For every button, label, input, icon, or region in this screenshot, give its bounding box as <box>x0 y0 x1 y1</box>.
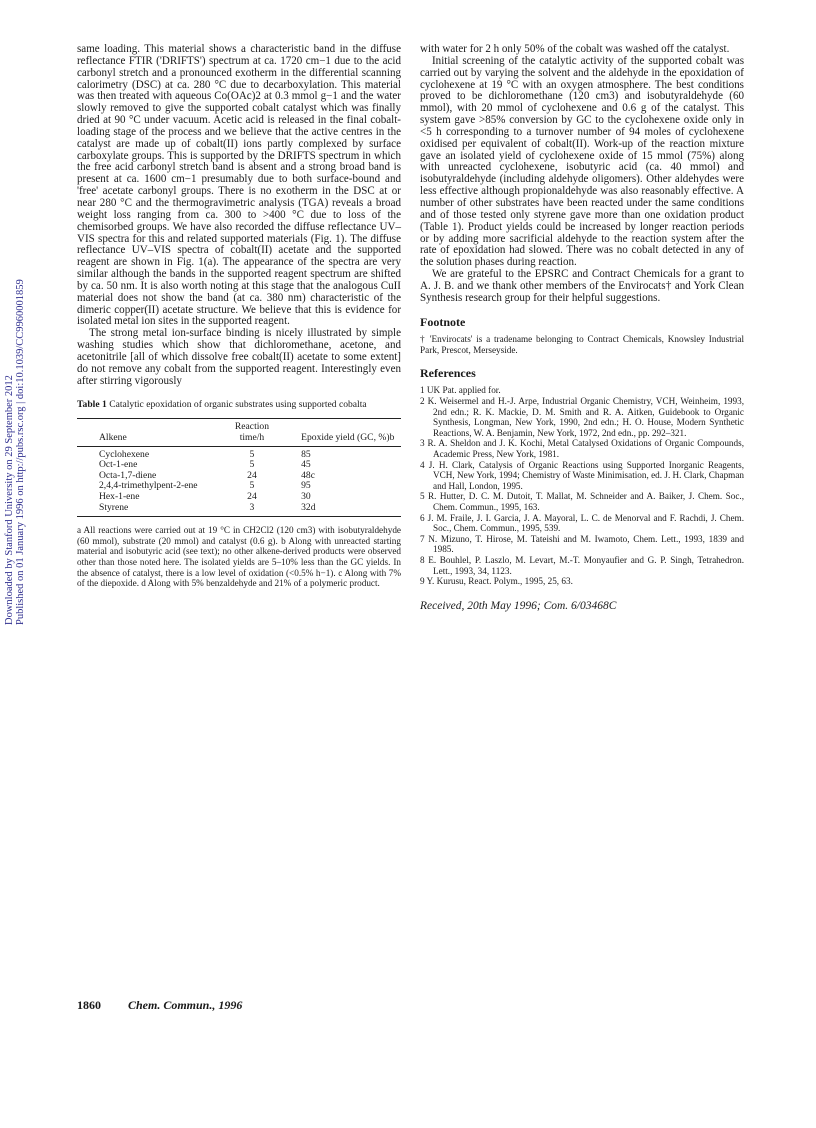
yield-cell: 30 <box>301 491 311 503</box>
column-header-time: Reaction time/h <box>234 421 269 444</box>
downloaded-notice: Downloaded by Stanford University on 29 September 2012 <box>4 375 15 625</box>
column-header-yield: Epoxide yield (GC, %)b <box>301 432 395 444</box>
download-stamp <box>0 0 24 1128</box>
table-row <box>77 503 401 517</box>
table-row <box>77 446 401 460</box>
reference-item: 1 UK Pat. applied for. <box>420 385 501 396</box>
right-column <box>420 44 744 613</box>
table-caption <box>77 399 401 410</box>
footnote-text: † 'Envirocats' is a tradename belonging to Contract Chemicals, Knowsley Industrial Park, Prescot, Merseyside. <box>420 334 744 355</box>
time-cell: 3 <box>223 503 281 517</box>
time-cell: 24 <box>247 469 257 481</box>
yield-cell: 32d <box>281 503 401 517</box>
table-label: Table 1 <box>77 399 107 411</box>
body-paragraph: The strong metal ion-surface binding is nicely illustrated by simple washing studies which show that dichloromethane, acetone, and acetonitrile [all of which dissolve free cobalt(II) acetate to some extent] do not remove any cobalt from the supported reagent. Interestingly even after stirring vigorously <box>77 327 401 387</box>
alkene-cell: Octa-1,7-diene <box>99 469 157 481</box>
alkene-cell: Oct-1-ene <box>99 459 138 471</box>
footnote-heading: Footnote <box>420 314 466 329</box>
reference-item: 6 J. M. Fraile, J. I. Garcia, J. A. Mayoral, L. C. de Menorval and F. Rachdi, J. Chem. Soc., Chem. Commun., 1995, 539. <box>420 512 744 534</box>
acknowledgements: We are grateful to the EPSRC and Contract Chemicals for a grant to A. J. B. and we thank other members of the Envirocats† and York Clean Synthesis research group for their helpful suggestions. <box>420 268 744 304</box>
journal-name: Chem. Commun., 1996 <box>128 998 243 1012</box>
column-header-alkene: Alkene <box>99 432 127 444</box>
body-paragraph: Initial screening of the catalytic activity of the supported cobalt was carried out by varying the solvent and the aldehyde in the epoxidation of cyclohexene at 19 °C with an oxygen atmosphere. The best conditions proved to be dichloromethane (120 cm3) and isobutyraldehyde (60 mmol), with 20 mmol of cyclohexene and 0.6 g of the catalyst. This system gave >85% conversion by GC to the cyclohexene oxide only in <5 h corresponding to a turnover number of 94 moles of cyclohexene oxidised per equivalent of cobalt(II). Work-up of the reaction mixture gave an isolated yield of cyclohexene oxide of 15 mmol (75%) along with unreacted cyclohexene, isobutyric acid (ca. 40 mmol) and isobutyraldehyde (including aldehyde oligomers). Other aldehydes were less effective although propionaldehyde was also reasonably effective. A number of other substrates have been reacted under the same conditions and of those tested only styrene gave more than one oxidation product (Table 1). Product yields could be increased by longer reaction periods or by adding more sacrificial aldehyde to the reaction system after the rate of epoxidation had slowed. There was no cobalt detected in any of the solution phases during reaction. <box>420 54 744 269</box>
reference-list <box>420 385 744 586</box>
yield-cell: 85 <box>301 448 311 460</box>
reference-item: 2 K. Weisermel and H.-J. Arpe, Industrial Organic Chemistry, VCH, Weinheim, 1993, 2nd edn.; R. K. Mackie, D. M. Smith and R. A. Aitken, Guidebook to Organic Synthesis, Longman, New York, 1990, 2nd edn.; H. O. House, Modern Synthetic Reactions, W. A. Benjamin, New York, 1972, 2nd edn., pp. 292–321. <box>420 396 744 438</box>
reference-item: 7 N. Mizuno, T. Hirose, M. Tateishi and M. Iwamoto, Chem. Lett., 1993, 1839 and 1985. <box>420 533 744 555</box>
table-header-row <box>77 419 401 446</box>
reference-item: 8 E. Bouhlel, P. Laszlo, M. Levart, M.-T. Monyaufier and G. P. Singh, Tetrahedron. Lett., 1993, 34, 1123. <box>420 554 744 576</box>
reference-item: 3 R. A. Sheldon and J. K. Kochi, Metal Catalysed Oxidations of Organic Compounds, Academic Press, New York, 1981. <box>420 438 744 459</box>
reference-item: 4 J. H. Clark, Catalysis of Organic Reactions using Supported Inorganic Reagents, VCH, New York, 1994; Chemistry of Waste Minimisation, ed. J. H. Clark, Chapman and Hall, London, 1995. <box>420 459 744 491</box>
yield-cell: 48c <box>301 469 315 481</box>
published-notice: Published on 01 January 1996 on http://pubs.rsc.org | doi:10.1039/CC9960001859 <box>15 279 26 625</box>
table-notes: a All reactions were carried out at 19 °C in CH2Cl2 (120 cm3) with isobutyraldehyde (60 mmol), substrate (20 mmol) and catalyst (0.6 g). b Along with unreacted starting material and isobutyric acid (see text); no other alkene-derived products were observed other than those noted here. The isolated yields are 5–10% less than the GC yields. In the absence of catalyst, there is a low level of oxidation (<0.5% h−1). c Along with 7% of the diepoxide. d Along with 5% benzaldehyde and 21% of a polymeric product. <box>77 525 401 589</box>
reference-item: 5 R. Hutter, D. C. M. Dutoit, T. Mallat, M. Schneider and A. Baiker, J. Chem. Soc., Chem. Commun., 1995, 163. <box>420 491 744 512</box>
body-paragraph: same loading. This material shows a characteristic band in the diffuse reflectance FTIR ('DRIFTS') spectrum at ca. 1720 cm−1 due to the acid carbonyl stretch and a pronounced exotherm in the differential scanning calorimetry (DSC) at ca. 280 °C due to decarboxylation. This material was then treated with aqueous Co(OAc)2 at 0.3 mmol g−1 and the water slowly removed to give the supported cobalt catalyst which was finally dried at 90 °C under vacuum. Acetic acid is released in the final cobalt-loading stage of the process and we believe that the active centres in the catalyst are made up of cobalt(II) ions partly complexed by surface carboxylate groups. This is supported by the DRIFTS spectrum in which the free acid carbonyl stretch band is absent and a strong broad band is present at ca. 1600 cm−1 presumably due to both surface-bound and 'free' acetate carbonyl groups. There is no exotherm in the DSC at or near 280 °C and the thermogravimetric analysis (TGA) reveals a broad weight loss ranging from ca. 300 to >400 °C due to loss of the chemisorbed groups. We have also recorded the diffuse reflectance UV–VIS spectra for this and related supported materials (Fig. 1). The diffuse reflectance UV–VIS spectra of cobalt(II) acetate and the supported reagent are shown in Fig. 1(a). The appearance of the spectra are very similar although the bands in the supported reagent spectrum are shifted by ca. 50 nm. It is also worth noting at this stage that the analogous CuII material does not show the band (at ca. 380 nm) characteristic of the dimeric copper(II) acetate structure. We believe that this is evidence for isolated metal ion sites in the supported reagent. <box>77 43 401 328</box>
time-cell: 5 <box>249 448 255 460</box>
table-caption-text: Catalytic epoxidation of organic substrates using supported cobalta <box>109 399 367 411</box>
yield-cell: 95 <box>301 480 311 492</box>
body-paragraph: with water for 2 h only 50% of the cobalt was washed off the catalyst. <box>420 43 730 55</box>
yield-cell: 45 <box>301 459 311 471</box>
time-cell: 5 <box>249 459 255 471</box>
references-heading: References <box>420 365 476 380</box>
time-cell: 24 <box>247 491 257 503</box>
alkene-cell: 2,4,4-trimethylpent-2-ene <box>99 480 198 492</box>
time-cell: 5 <box>249 480 255 492</box>
reference-item: 9 Y. Kurusu, React. Polym., 1995, 25, 63. <box>420 576 573 587</box>
page-footer <box>77 998 242 1013</box>
page-number: 1860 <box>77 998 101 1012</box>
alkene-cell: Hex-1-ene <box>99 491 140 503</box>
epoxidation-table <box>77 418 401 517</box>
alkene-cell: Styrene <box>77 503 223 517</box>
left-column <box>77 44 401 589</box>
received-line: Received, 20th May 1996; Com. 6/03468C <box>420 599 617 612</box>
alkene-cell: Cyclohexene <box>99 448 150 460</box>
